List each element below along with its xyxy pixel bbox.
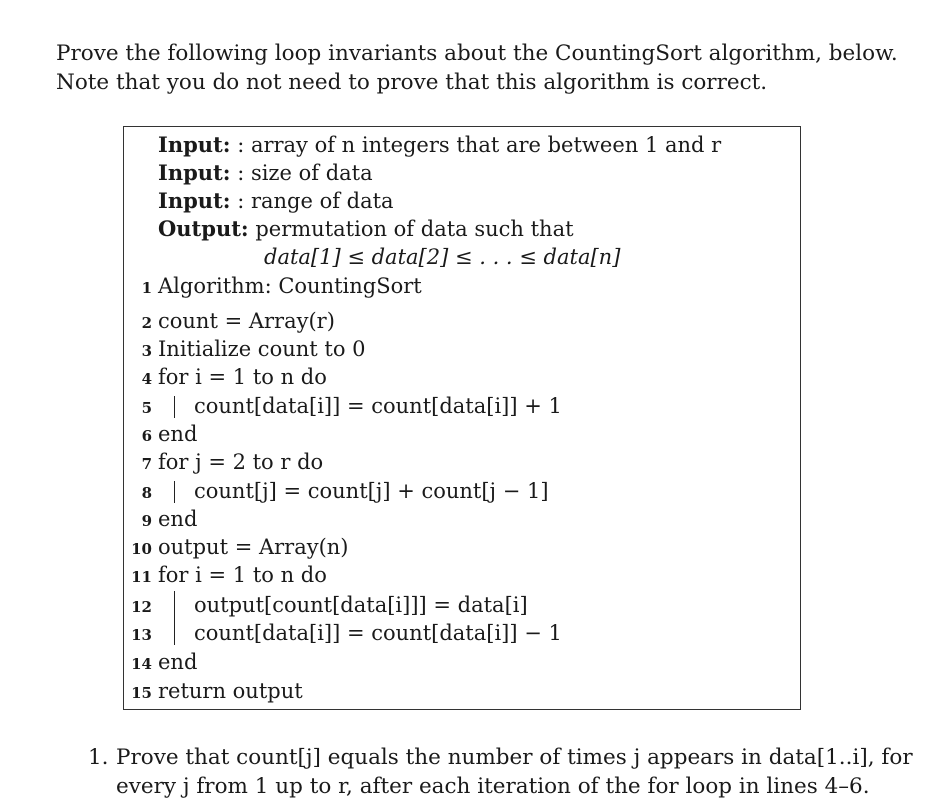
input-r-spec: [158, 187, 394, 215]
line-code: end: [158, 422, 198, 446]
algo-line-1: [124, 272, 794, 300]
input-data-spec: [158, 131, 721, 159]
line-number: 10: [131, 540, 152, 558]
line-number: 14: [131, 655, 152, 673]
question-text: [116, 744, 913, 801]
line-number: 8: [141, 484, 152, 502]
algo-line-9: [124, 505, 794, 533]
algo-line-12: [124, 591, 794, 619]
algo-line-6: [124, 420, 794, 448]
algo-line-14: [124, 648, 794, 676]
line-code: count = Array(r): [158, 309, 335, 333]
line-code: for i = 1 to n do: [158, 563, 327, 587]
line-number: 1: [141, 279, 152, 297]
input-desc: : size of data: [237, 161, 373, 185]
line-number: 13: [131, 626, 152, 644]
algo-line-7: [124, 448, 794, 476]
input-n-spec: [158, 159, 373, 187]
algo-line-3: [124, 335, 794, 363]
algo-line-5: [124, 392, 794, 420]
line-number: 4: [141, 370, 152, 388]
line-code: count[data[i]] = count[data[i]] + 1: [194, 394, 562, 418]
line-number: 15: [131, 684, 152, 702]
algorithm-box: [123, 126, 801, 710]
line-number: 12: [131, 598, 152, 616]
line-number: 7: [141, 455, 152, 473]
line-code: Initialize count to 0: [158, 337, 366, 361]
output-desc: permutation of data such that: [255, 217, 574, 241]
intro-line-1: Prove the following loop invariants about the CountingSort algorithm, below.: [56, 41, 898, 66]
input-label: Input:: [158, 188, 231, 213]
line-number: 2: [141, 314, 152, 332]
question-line-1: Prove that count[j] equals the number of times j appears in data[1..i], for: [116, 745, 913, 770]
line-code: output = Array(n): [158, 535, 349, 559]
line-code: Algorithm: CountingSort: [158, 274, 422, 298]
output-condition: [264, 243, 620, 271]
algo-line-11: [124, 561, 794, 589]
line-code: end: [158, 650, 198, 674]
loop-body-bar: [174, 481, 175, 503]
line-code: return output: [158, 679, 303, 703]
output-label: Output:: [158, 216, 249, 241]
algo-line-2: [124, 307, 794, 335]
question-number: 1.: [88, 745, 109, 770]
line-number: 11: [131, 568, 152, 586]
line-number: 5: [141, 399, 152, 417]
algo-line-13: [124, 619, 794, 647]
algo-line-4: [124, 363, 794, 391]
line-code: count[data[i]] = count[data[i]] − 1: [194, 621, 562, 645]
input-desc: : range of data: [237, 189, 394, 213]
input-label: Input:: [158, 160, 231, 185]
output-spec: [158, 215, 574, 243]
input-desc: : array of n integers that are between 1 and r: [237, 133, 722, 157]
loop-body-bar: [174, 591, 175, 645]
line-number: 6: [141, 427, 152, 445]
problem-intro: [56, 40, 916, 97]
loop-body-bar: [174, 396, 175, 418]
question-line-2: every j from 1 up to r, after each iteration of the for loop in lines 4–6.: [116, 773, 870, 799]
intro-line-2: Note that you do not need to prove that this algorithm is correct.: [56, 69, 768, 95]
input-label: Input:: [158, 132, 231, 157]
algo-line-15: [124, 677, 794, 705]
line-code: for i = 1 to n do: [158, 365, 327, 389]
line-number: 3: [141, 342, 152, 360]
line-code: count[j] = count[j] + count[j − 1]: [194, 479, 549, 503]
line-number: 9: [141, 512, 152, 530]
line-code: end: [158, 507, 198, 531]
algo-line-10: [124, 533, 794, 561]
line-code: output[count[data[i]]] = data[i]: [194, 593, 528, 617]
output-condition-text: data[1] ≤ data[2] ≤ . . . ≤ data[n]: [264, 245, 621, 269]
line-code: for j = 2 to r do: [158, 450, 324, 474]
algo-line-8: [124, 477, 794, 505]
